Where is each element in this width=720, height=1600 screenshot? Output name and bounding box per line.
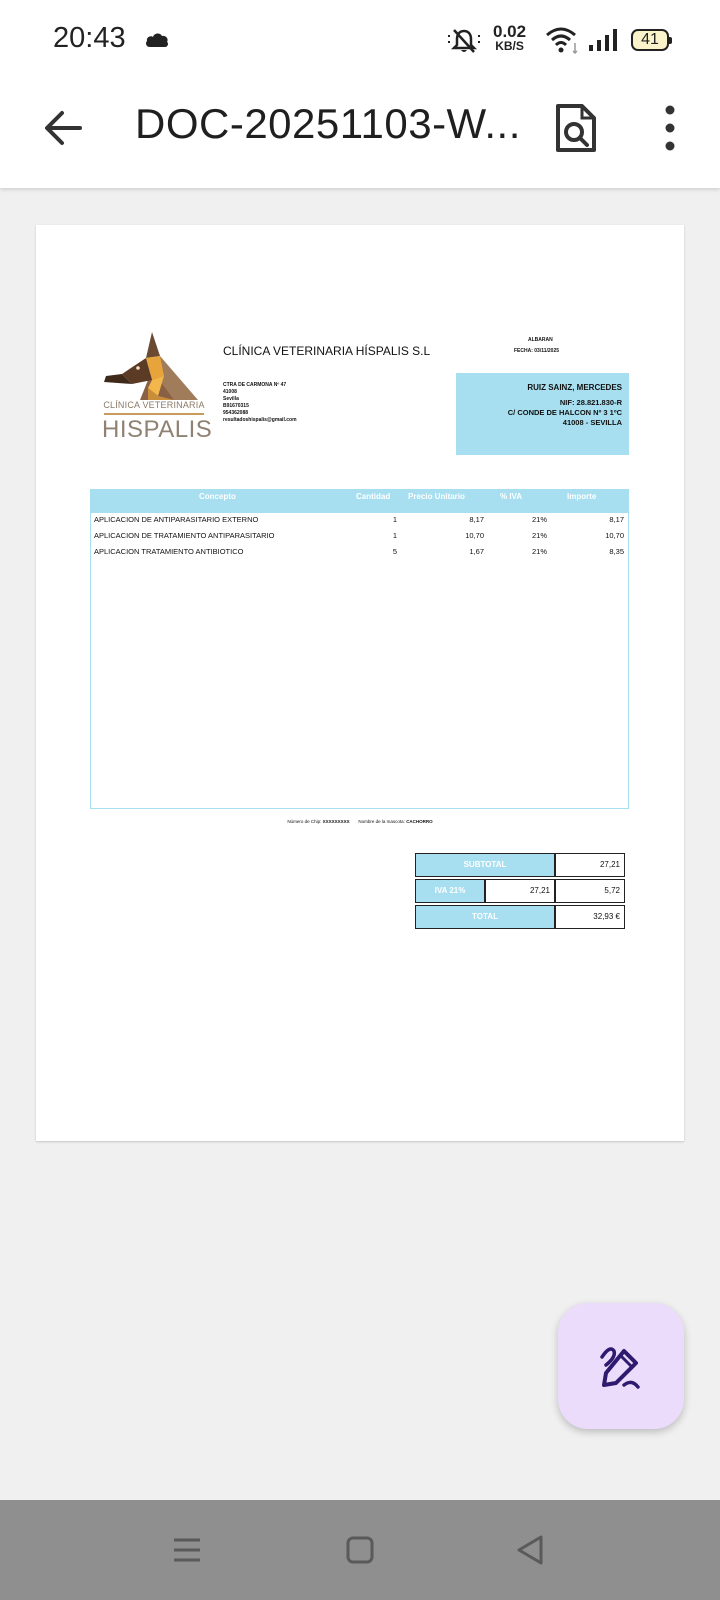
vat-base: 27,21 bbox=[485, 879, 555, 903]
row-vat: 21% bbox=[531, 531, 547, 540]
pet-name-label: Nombre de la mascota: bbox=[358, 819, 405, 824]
pet-info bbox=[36, 819, 684, 824]
table-row bbox=[91, 545, 628, 561]
back-arrow-icon bbox=[36, 100, 92, 156]
chip-label: Número de Chip: bbox=[287, 819, 322, 824]
logo-text-line2: HISPALIS bbox=[102, 416, 213, 443]
row-quantity: 5 bbox=[392, 547, 397, 556]
pet-name-value: CACHORRO bbox=[406, 819, 433, 824]
row-vat: 21% bbox=[531, 515, 547, 524]
system-back-button[interactable] bbox=[514, 1533, 546, 1572]
edit-signature-icon bbox=[598, 1343, 644, 1389]
back-button[interactable] bbox=[36, 100, 92, 156]
total-value: 32,93 € bbox=[555, 905, 625, 929]
wifi-icon bbox=[545, 26, 579, 59]
subtotal-value: 27,21 bbox=[555, 853, 625, 877]
client-nif: NIF: 28.821.830-R bbox=[559, 398, 622, 407]
document-date: FECHA: 03/11/2025 bbox=[514, 348, 560, 354]
back-triangle-icon bbox=[514, 1533, 546, 1567]
recents-menu-icon bbox=[172, 1535, 202, 1565]
document-title: DOC-20251103-W... bbox=[135, 100, 521, 147]
search-document-icon bbox=[550, 102, 602, 156]
network-speed bbox=[493, 24, 526, 54]
logo-text-line1: CLÍNICA VETERINARIA bbox=[103, 400, 205, 410]
vat-label: IVA 21% bbox=[415, 879, 485, 903]
cloud-icon bbox=[144, 30, 170, 53]
row-quantity: 1 bbox=[392, 515, 397, 524]
total-label: TOTAL bbox=[415, 905, 555, 929]
edit-fab-button[interactable] bbox=[558, 1303, 684, 1429]
clinic-logo bbox=[102, 330, 213, 445]
totals-box bbox=[415, 853, 625, 931]
client-address: C/ CONDE DE HALCON Nº 3 1ºC bbox=[507, 408, 622, 417]
home-square-icon bbox=[345, 1535, 375, 1565]
table-row bbox=[91, 529, 628, 545]
company-city: Sevilla bbox=[223, 396, 239, 402]
row-concept: APLICACION TRATAMIENTO ANTIBIOTICO bbox=[94, 547, 244, 556]
status-time: 20:43 bbox=[53, 22, 126, 54]
company-info bbox=[223, 382, 297, 424]
logo-divider bbox=[104, 413, 204, 415]
row-amount: 10,70 bbox=[605, 531, 624, 540]
row-unit-price: 8,17 bbox=[469, 515, 484, 524]
header-vat: % IVA bbox=[500, 492, 523, 501]
header-amount: Importe bbox=[567, 492, 597, 501]
company-name: CLÍNICA VETERINARIA HÍSPALIS S.L bbox=[223, 344, 431, 358]
chip-value: XXXXXXXXX bbox=[322, 819, 350, 824]
subtotal-label: SUBTOTAL bbox=[415, 853, 555, 877]
more-vert-icon bbox=[656, 102, 684, 154]
home-button[interactable] bbox=[345, 1535, 375, 1570]
row-amount: 8,17 bbox=[609, 515, 624, 524]
recents-button[interactable] bbox=[172, 1535, 202, 1570]
row-concept: APLICACION DE TRATAMIENTO ANTIPARASITARIO bbox=[94, 531, 275, 540]
client-name: RUIZ SAINZ, MERCEDES bbox=[527, 383, 622, 392]
row-concept: APLICACION DE ANTIPARASITARIO EXTERNO bbox=[94, 515, 259, 524]
more-options-button[interactable] bbox=[656, 102, 684, 154]
signal-icon bbox=[588, 28, 618, 57]
search-in-document-button[interactable] bbox=[550, 102, 602, 156]
document-page[interactable] bbox=[36, 225, 684, 1141]
header-concept: Concepto bbox=[199, 492, 236, 501]
row-unit-price: 10,70 bbox=[465, 531, 484, 540]
company-phone: 954362088 bbox=[223, 410, 249, 416]
row-vat: 21% bbox=[531, 547, 547, 556]
row-unit-price: 1,67 bbox=[469, 547, 484, 556]
table-header bbox=[91, 490, 628, 513]
dog-logo-icon bbox=[102, 330, 206, 400]
navigation-bar bbox=[0, 1500, 720, 1600]
company-address: CTRA DE CARMONA Nº 47 bbox=[223, 382, 287, 388]
client-box bbox=[456, 373, 629, 455]
row-quantity: 1 bbox=[392, 531, 397, 540]
battery-icon: 41 bbox=[631, 29, 669, 51]
mute-icon bbox=[448, 28, 480, 59]
status-bar bbox=[0, 0, 720, 80]
company-email: resultadoshispalis@gmail.com bbox=[223, 417, 297, 423]
document-type: ALBARAN bbox=[528, 337, 553, 343]
app-bar bbox=[0, 80, 720, 188]
header-unit-price: Precio Unitario bbox=[408, 492, 465, 501]
table-row bbox=[91, 513, 628, 529]
vat-value: 5,72 bbox=[555, 879, 625, 903]
header-quantity: Cantidad bbox=[356, 492, 391, 501]
company-tax-id: B91670315 bbox=[223, 403, 249, 409]
company-postal-code: 41008 bbox=[223, 389, 237, 395]
network-speed-value: 0.02 bbox=[493, 22, 527, 41]
row-amount: 8,35 bbox=[609, 547, 624, 556]
items-table bbox=[90, 489, 629, 809]
network-speed-unit: KB/S bbox=[495, 39, 524, 53]
client-city: 41008 - SEVILLA bbox=[562, 418, 622, 427]
